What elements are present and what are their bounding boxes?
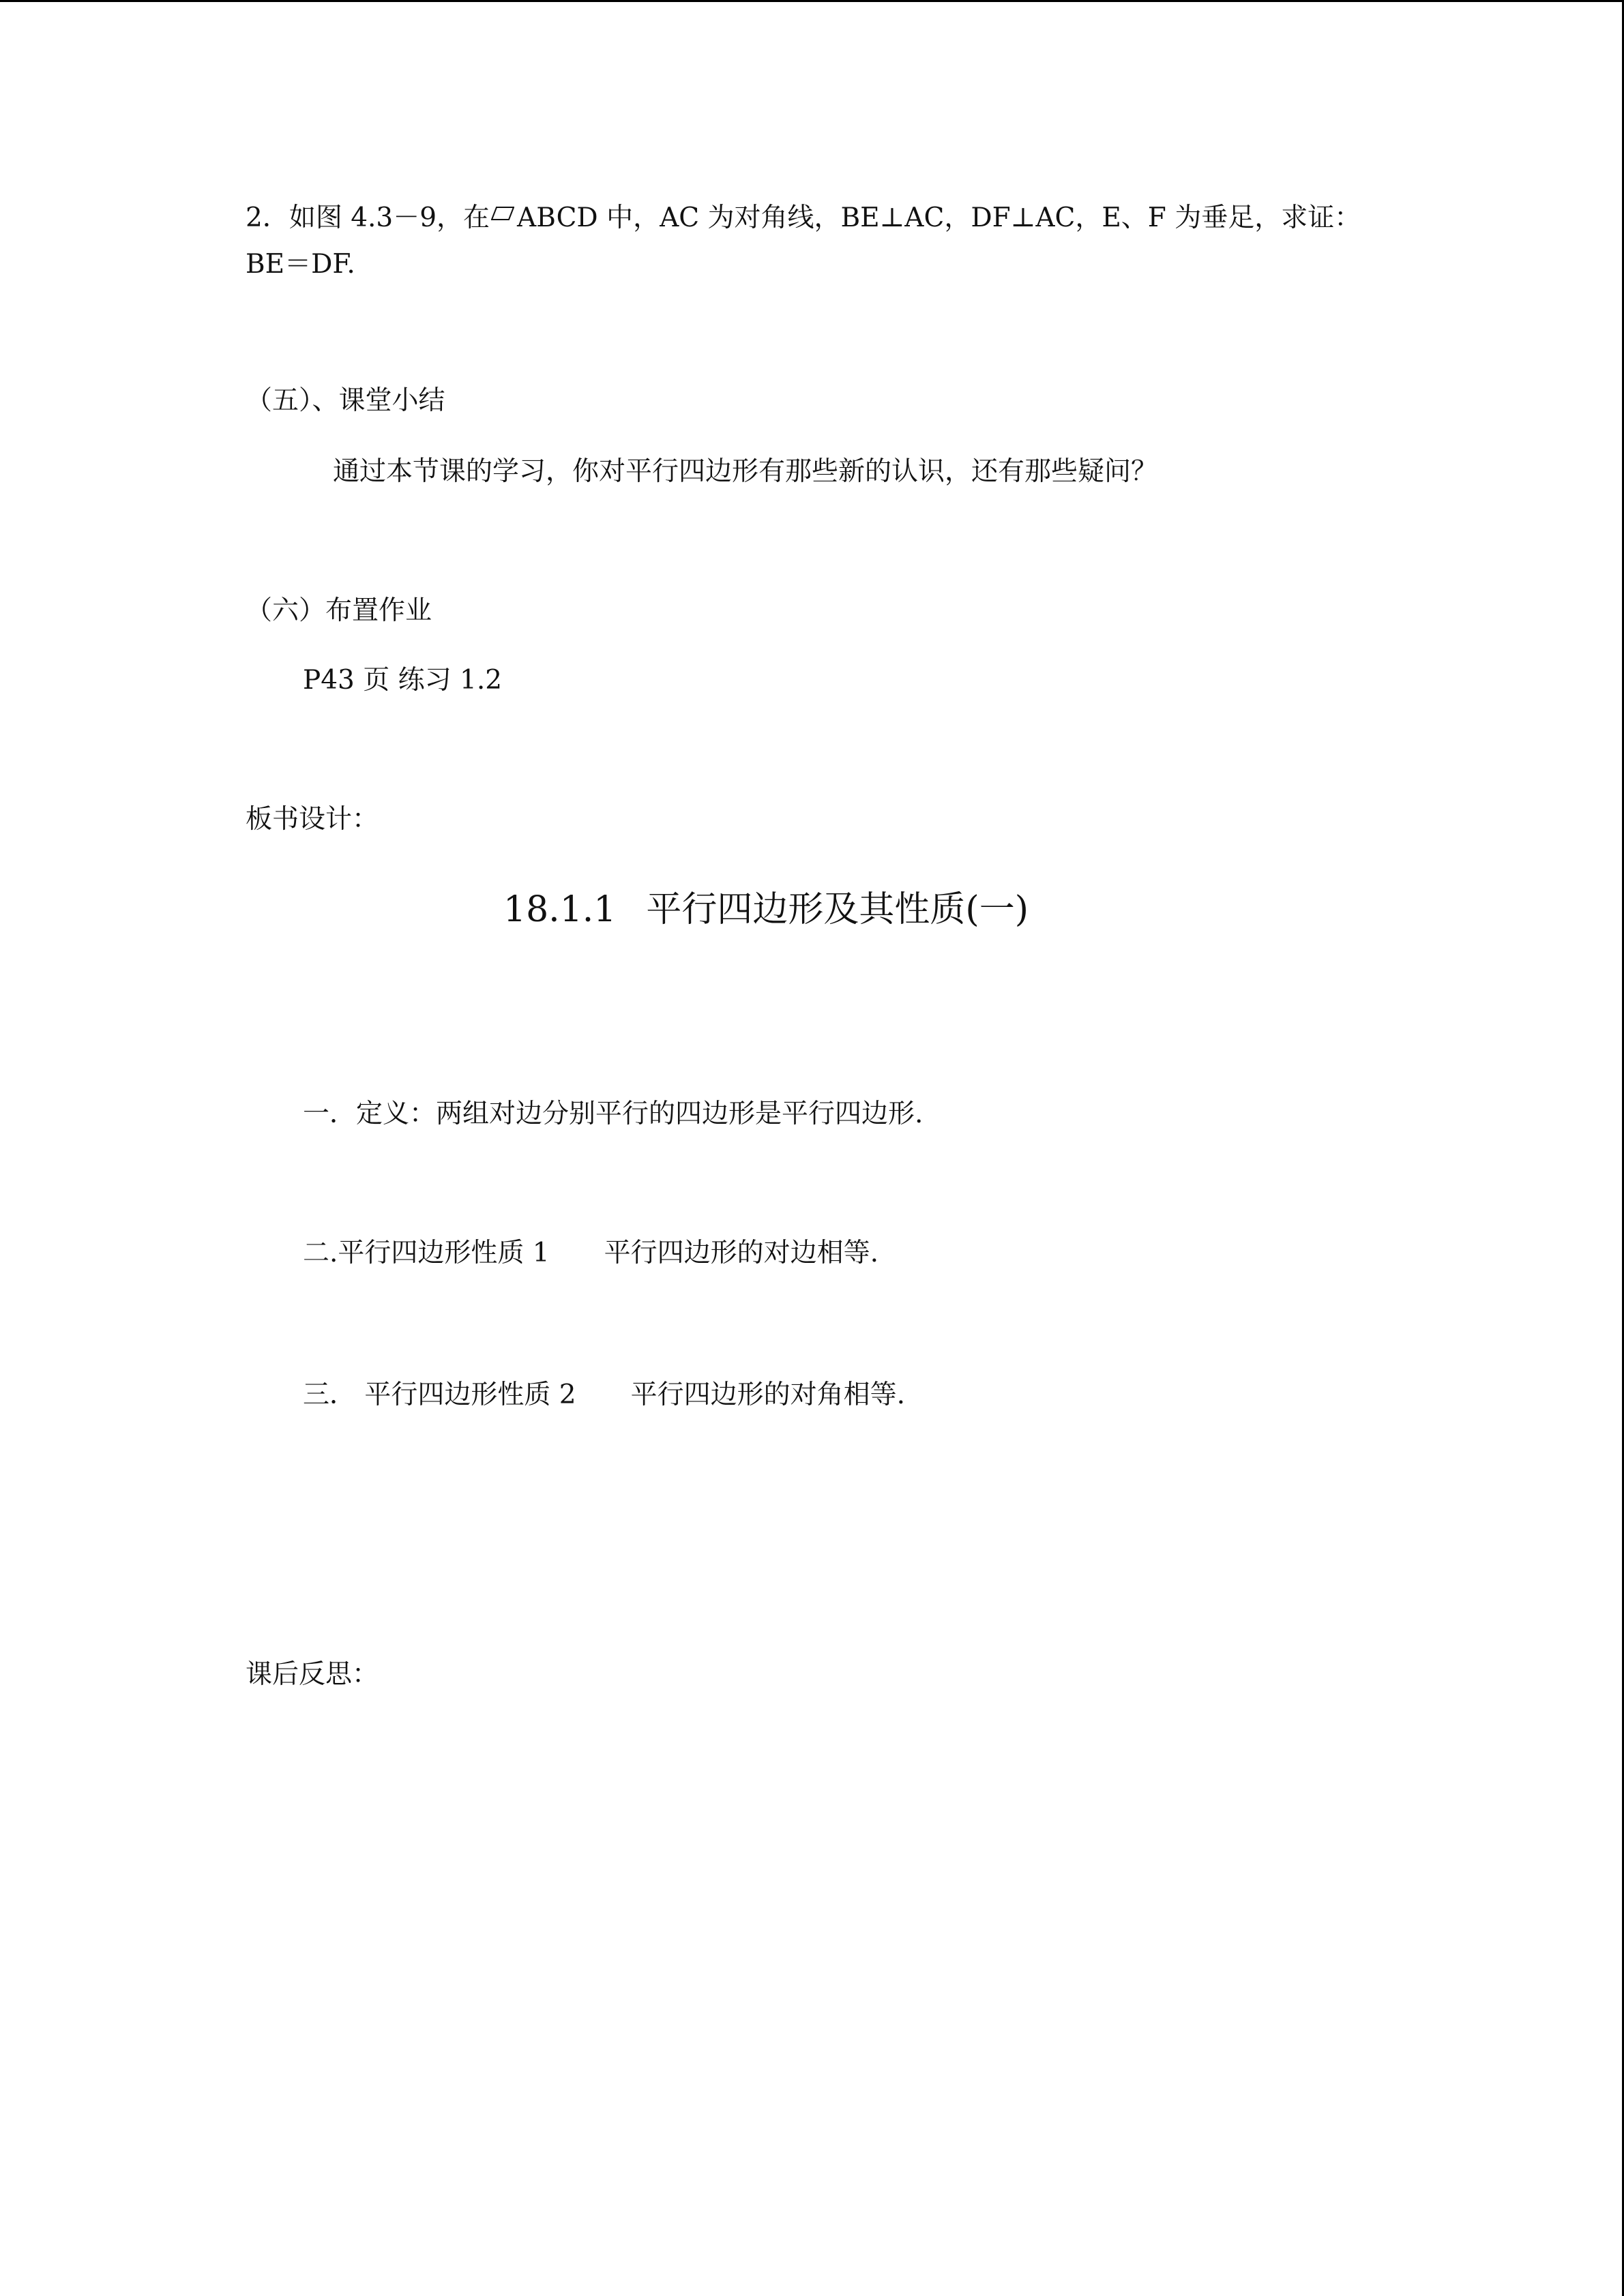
board-item-1: 一．定义：两组对边分别平行的四边形是平行四边形. — [303, 1099, 924, 1129]
section-5-title: （五）、课堂小结 — [246, 385, 445, 416]
board-item-2 — [303, 1240, 879, 1266]
board-heading-text: 平行四边形及其性质(一) — [646, 889, 1029, 930]
section-6-title: （六）布置作业 — [246, 595, 432, 626]
board-item-3 — [303, 1382, 905, 1408]
problem-2-text-part-1: 2．如图 4.3－9，在 — [246, 203, 490, 233]
board-item-2-right: 平行四边形的对边相等. — [604, 1238, 879, 1268]
problem-2-line-1 — [246, 205, 1361, 231]
reflection-label: 课后反思： — [246, 1659, 379, 1690]
board-heading — [503, 889, 1029, 930]
section-5-text: 通过本节课的学习，你对平行四边形有那些新的认识，还有那些疑问？ — [333, 456, 1158, 487]
section-6-text: P43 页 练习 1.2 — [303, 665, 503, 696]
parallelogram-icon — [491, 206, 514, 221]
problem-2-text-part-2: ABCD 中，AC 为对角线，BE⊥AC，DF⊥AC，E、F 为垂足，求证： — [517, 203, 1361, 233]
page-top-border — [0, 0, 1624, 2]
problem-2-line-2: BE＝DF. — [246, 249, 355, 280]
board-design-label: 板书设计： — [246, 804, 379, 835]
board-heading-number: 18.1.1 — [503, 889, 617, 930]
board-item-3-right: 平行四边形的对角相等. — [630, 1380, 906, 1410]
board-item-2-left: 二.平行四边形性质 1 — [303, 1238, 550, 1268]
board-item-3-left: 三． 平行四边形性质 2 — [303, 1380, 576, 1410]
